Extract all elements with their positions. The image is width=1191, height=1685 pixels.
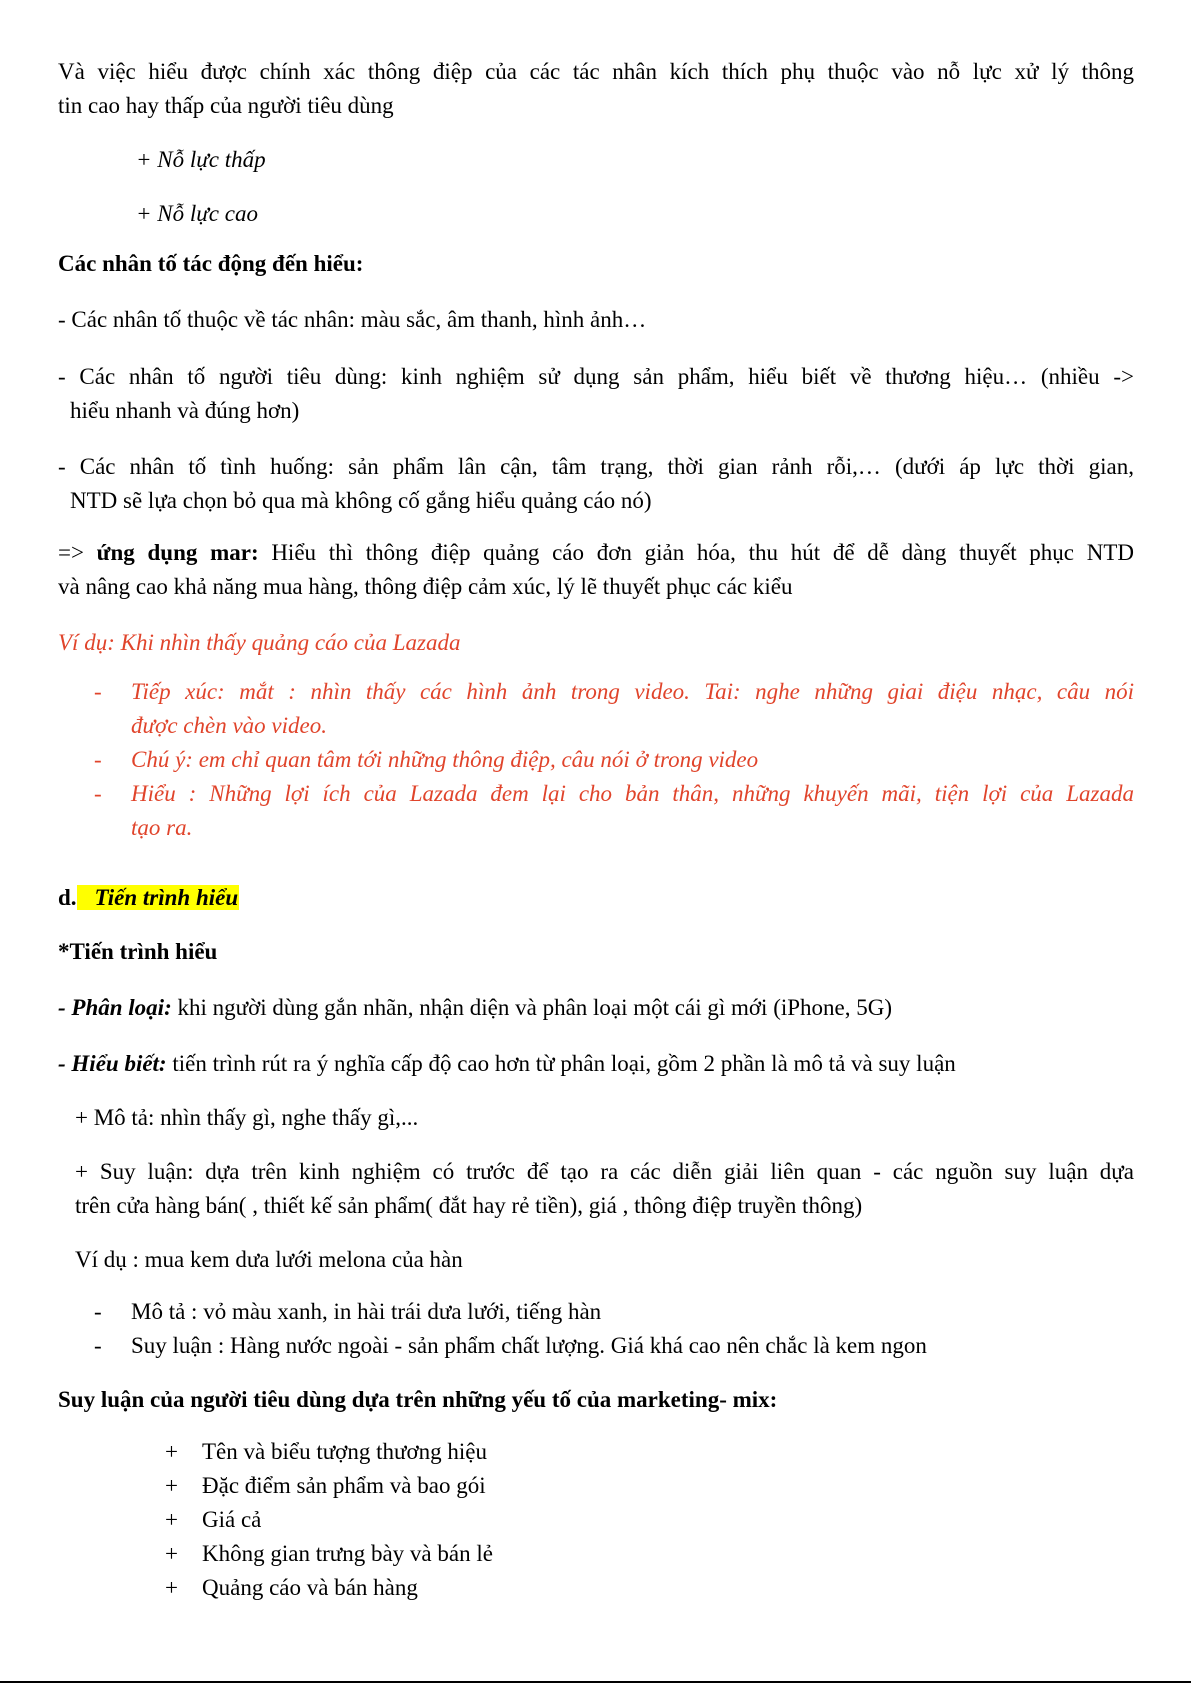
application-label: ứng dụng mar:	[96, 540, 259, 565]
application-text: Hiểu thì thông điệp quảng cáo đơn giản hóa, thu hút để dễ dàng thuyết phục NTD	[258, 540, 1134, 565]
mix-item-price: Giá cả	[202, 1507, 262, 1532]
factor-consumer-line-1: - Các nhân tố người tiêu dùng: kinh nghiệm sử dụng sản phẩm, hiểu biết về thương hiệu… (nhiều ->	[58, 364, 1134, 389]
melona-dash-1: -	[94, 1299, 102, 1324]
lazada-dash-1: -	[94, 679, 102, 704]
process-understand-text: tiến trình rút ra ý nghĩa cấp độ cao hơn từ phân loại, gồm 2 phần là mô tả và suy luận	[166, 1051, 956, 1076]
factor-stimulus: - Các nhân tố thuộc về tác nhân: màu sắc, âm thanh, hình ảnh…	[58, 307, 647, 332]
section-d-title: Tiến trình hiểu	[77, 885, 240, 910]
mix-item-retail: Không gian trưng bày và bán lẻ	[202, 1541, 493, 1566]
lazada-item-3-line-2: tạo ra.	[131, 815, 193, 840]
melona-item-1: Mô tả : vỏ màu xanh, in hài trái dưa lưới, tiếng hàn	[131, 1299, 602, 1324]
intro-line-2: tin cao hay thấp của người tiêu dùng	[58, 93, 394, 118]
lazada-item-1-line-1: Tiếp xúc: mắt : nhìn thấy các hình ảnh trong video. Tai: nghe những giai điệu nhạc, câu nói	[131, 679, 1134, 704]
melona-example-title: Ví dụ : mua kem dưa lưới melona của hàn	[75, 1247, 463, 1272]
lazada-dash-2: -	[94, 747, 102, 772]
process-infer-line-2: trên cửa hàng bán( , thiết kế sản phẩm( đắt hay rẻ tiền), giá , thông điệp truyền thông)	[75, 1193, 863, 1218]
lazada-item-2: Chú ý: em chỉ quan tâm tới những thông điệp, câu nói ở trong video	[131, 747, 759, 772]
intro-line-1: Và việc hiểu được chính xác thông điệp của các tác nhân kích thích phụ thuộc vào nỗ lực xử lý thông	[58, 59, 1134, 84]
application-line-1	[58, 536, 1134, 570]
mix-item-product: Đặc điểm sản phẩm và bao gói	[202, 1473, 486, 1498]
mix-plus-2: +	[165, 1473, 178, 1498]
lazada-item-3-line-1: Hiểu : Những lợi ích của Lazada đem lại cho bản thân, những khuyến mãi, tiện lợi của Lazada	[131, 781, 1134, 806]
application-line-2: và nâng cao khả năng mua hàng, thông điệp cảm xúc, lý lẽ thuyết phục các kiểu	[58, 574, 793, 599]
process-infer-line-1: + Suy luận: dựa trên kinh nghiệm có trước để tạo ra các diễn giải liên quan - các nguồn suy luận dựa	[75, 1159, 1134, 1184]
process-classify	[58, 991, 892, 1025]
factor-situation-line-1: - Các nhân tố tình huống: sản phẩm lân cận, tâm trạng, thời gian rảnh rỗi,… (dưới áp lực thời gian,	[58, 454, 1134, 479]
mix-item-advertising: Quảng cáo và bán hàng	[202, 1575, 418, 1600]
factor-consumer-line-2: hiểu nhanh và đúng hơn)	[70, 398, 300, 423]
page-bottom-rule	[0, 1681, 1191, 1683]
marketing-mix-heading: Suy luận của người tiêu dùng dựa trên những yếu tố của marketing- mix:	[58, 1387, 778, 1412]
process-understand	[58, 1047, 956, 1081]
process-describe: + Mô tả: nhìn thấy gì, nghe thấy gì,...	[75, 1105, 419, 1130]
process-understand-label: - Hiểu biết:	[58, 1051, 167, 1076]
section-d-heading	[58, 881, 239, 915]
process-classify-label: - Phân loại:	[58, 995, 172, 1020]
lazada-example-title: Ví dụ: Khi nhìn thấy quảng cáo của Lazada	[58, 630, 461, 655]
mix-item-brand: Tên và biểu tượng thương hiệu	[202, 1439, 487, 1464]
melona-item-2: Suy luận : Hàng nước ngoài - sản phẩm chất lượng. Giá khá cao nên chắc là kem ngon	[131, 1333, 927, 1358]
effort-high: + Nỗ lực cao	[136, 201, 258, 226]
mix-plus-1: +	[165, 1439, 178, 1464]
process-heading: *Tiến trình hiểu	[58, 939, 218, 964]
lazada-item-1-line-2: được chèn vào video.	[131, 713, 327, 738]
melona-dash-2: -	[94, 1333, 102, 1358]
mix-plus-4: +	[165, 1541, 178, 1566]
mix-plus-3: +	[165, 1507, 178, 1532]
lazada-dash-3: -	[94, 781, 102, 806]
application-arrow: =>	[58, 540, 97, 565]
effort-low: + Nỗ lực thấp	[136, 147, 266, 172]
section-d-number: d.	[58, 885, 77, 910]
factors-heading: Các nhân tố tác động đến hiểu:	[58, 251, 364, 276]
mix-plus-5: +	[165, 1575, 178, 1600]
factor-situation-line-2: NTD sẽ lựa chọn bỏ qua mà không cố gắng hiểu quảng cáo nó)	[70, 488, 652, 513]
process-classify-text: khi người dùng gắn nhãn, nhận diện và phân loại một cái gì mới (iPhone, 5G)	[171, 995, 893, 1020]
